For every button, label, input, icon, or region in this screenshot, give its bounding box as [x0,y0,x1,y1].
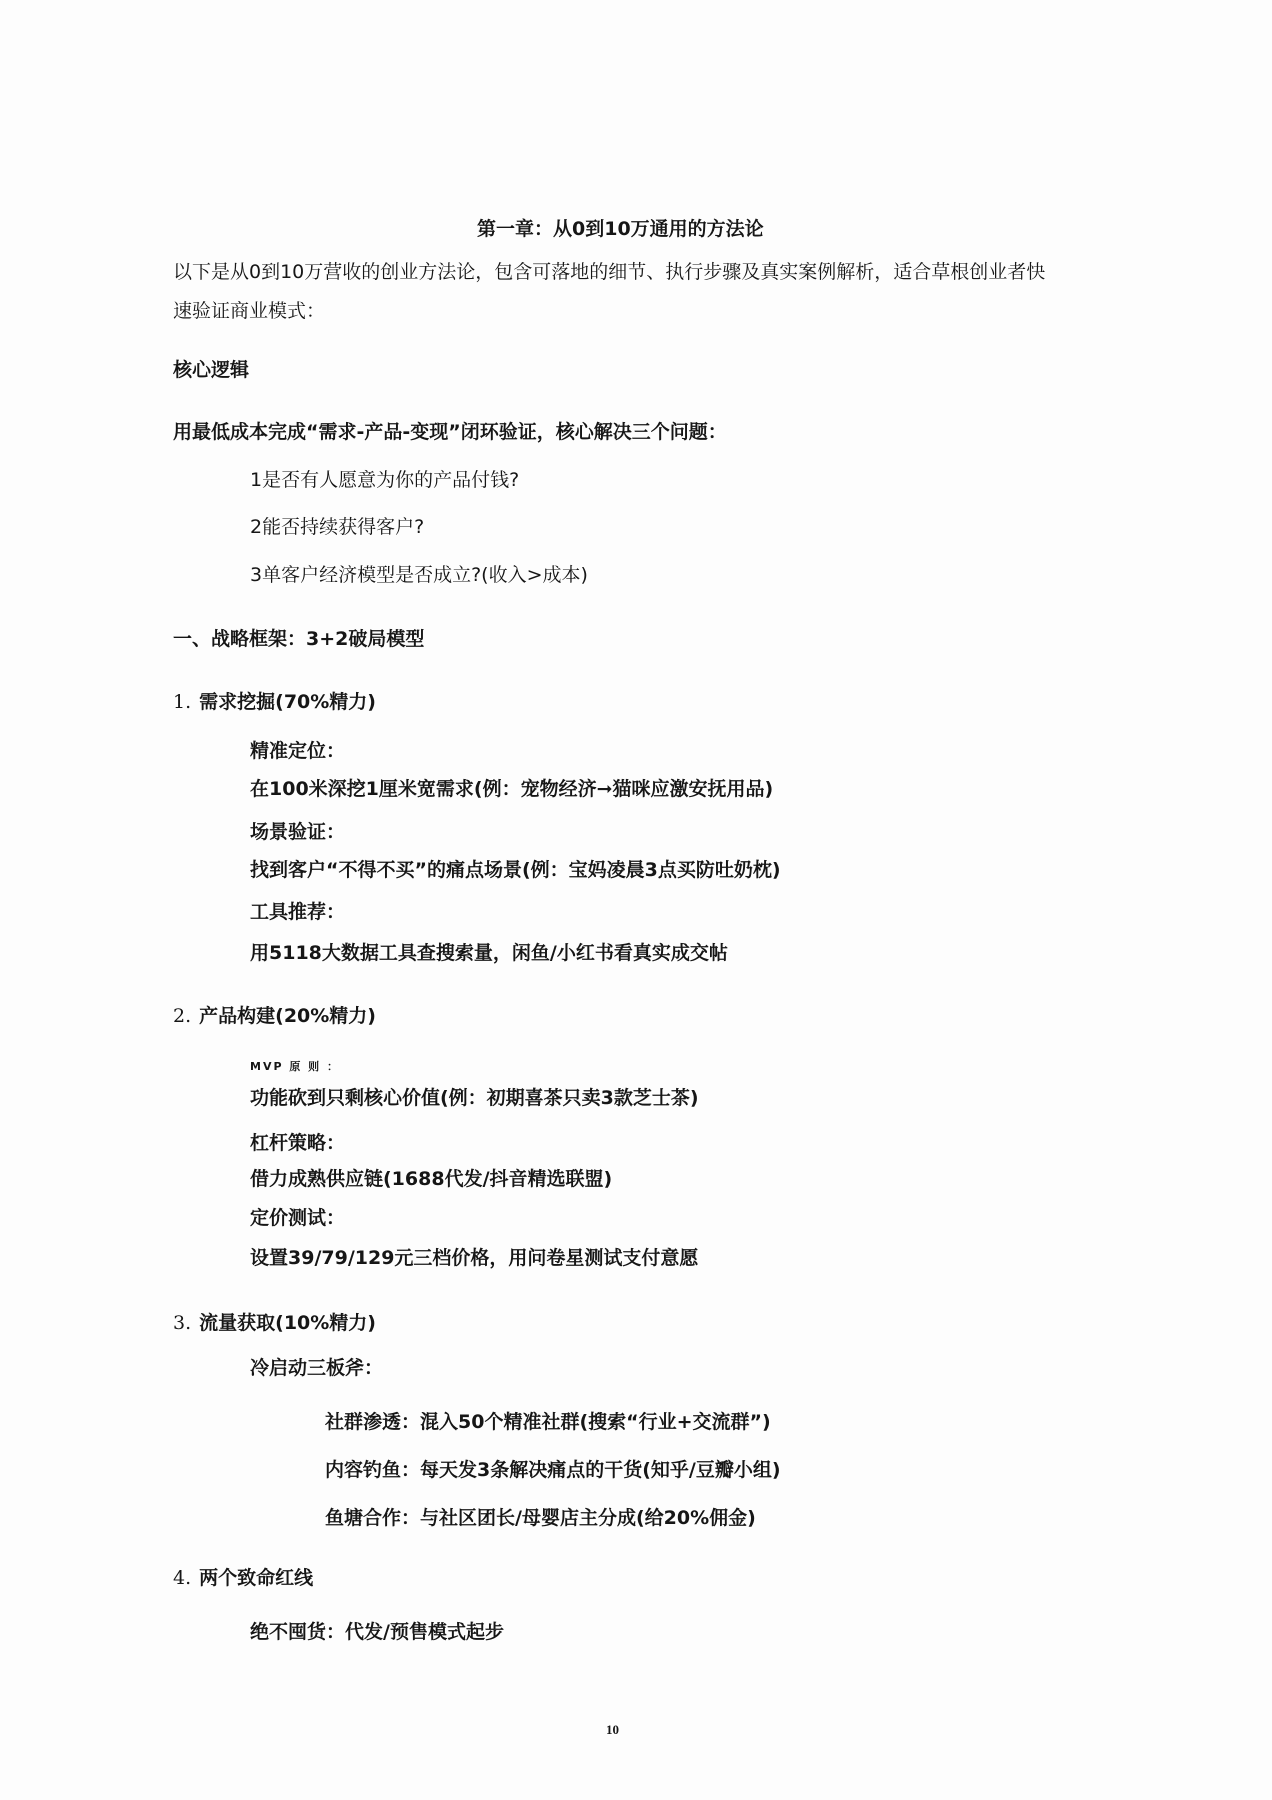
question-item: 3单客户经济模型是否成立?(收入>成本) [250,564,588,586]
item-text: 找到客户“不得不买”的痛点场景(例：宝妈凌晨3点买防吐奶枕) [250,859,781,881]
item-label: 精准定位： [250,740,346,762]
page-title: 第一章：从0到10万通用的方法论 [477,218,764,240]
section-title: 需求挖掘(70%精力) [199,691,376,713]
section-4-heading [173,1565,313,1591]
question-item: 2能否持续获得客户? [250,516,425,538]
section-number: 4. [173,1567,192,1589]
item-label: 工具推荐： [250,901,346,923]
section-number: 2. [173,1005,192,1027]
item-text: 功能砍到只剩核心价值(例：初期喜茶只卖3款芝士茶) [250,1087,699,1109]
section-1-heading [173,689,376,715]
list-item: 鱼塘合作：与社区团长/母婴店主分成(给20%佣金) [325,1507,756,1529]
section-number: 1. [173,691,192,713]
framework-heading: 一、战略框架：3+2破局模型 [173,628,425,650]
intro-line-1: 以下是从0到10万营收的创业方法论，包含可落地的细节、执行步骤及真实案例解析，适合草根创业者快 [173,261,1046,283]
item-text: 用5118大数据工具查搜索量，闲鱼/小红书看真实成交帖 [250,942,728,964]
intro-line-2: 速验证商业模式： [173,300,326,322]
core-statement: 用最低成本完成“需求-产品-变现”闭环验证，核心解决三个问题： [173,421,727,443]
item-text: 在100米深挖1厘米宽需求(例：宠物经济➞猫咪应激安抚用品) [250,778,774,800]
list-item: 绝不囤货：代发/预售模式起步 [250,1621,504,1643]
core-logic-heading: 核心逻辑 [173,359,250,381]
section-title: 产品构建(20%精力) [199,1005,376,1027]
list-item: 内容钓鱼：每天发3条解决痛点的干货(知乎/豆瓣小组) [325,1459,781,1481]
item-label: MVP 原 则 ： [250,1060,341,1073]
item-label: 定价测试： [250,1207,346,1229]
section-title: 流量获取(10%精力) [199,1312,376,1334]
list-item: 社群渗透：混入50个精准社群(搜索“行业+交流群”) [325,1411,771,1433]
section-3-heading [173,1310,376,1336]
page-number: 10 [606,1722,619,1737]
section-title: 两个致命红线 [199,1567,314,1589]
section-2-heading [173,1003,376,1029]
item-text: 借力成熟供应链(1688代发/抖音精选联盟) [250,1168,613,1190]
question-item: 1是否有人愿意为你的产品付钱? [250,469,520,491]
item-label: 杠杆策略： [250,1132,346,1154]
item-label: 场景验证： [250,821,346,843]
item-text: 设置39/79/129元三档价格，用问卷星测试支付意愿 [250,1247,699,1269]
section-number: 3. [173,1312,192,1334]
section-3-label: 冷启动三板斧： [250,1357,384,1379]
